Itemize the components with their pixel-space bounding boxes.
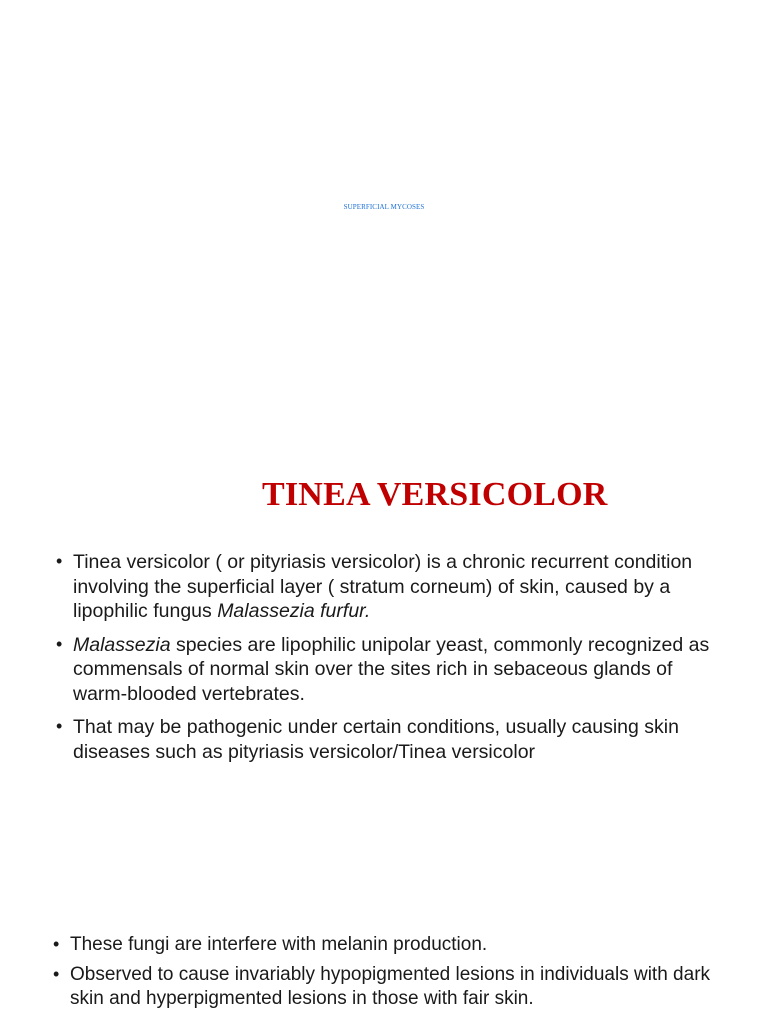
section-header: SUPERFICIAL MYCOSES <box>343 203 425 211</box>
bullet-dot: • <box>53 964 60 984</box>
bullet-text: Tinea versicolor ( or pityriasis versicolor) is a chronic recurrent condition involving the superficial layer ( stratum corneum) of skin, caused by a lipophilic fungus <box>73 551 693 622</box>
bullet-item <box>56 633 726 707</box>
bullet-text: These fungi are interfere with melanin production. <box>70 934 488 955</box>
bullet-italic-text: Malassezia <box>73 633 171 656</box>
bullet-text: species are lipophilic unipolar yeast, commonly recognized as commensals of normal skin over the sites rich in sebaceous glands of warm-blooded vertebrates. <box>73 633 710 705</box>
bullet-dot: • <box>53 934 60 954</box>
bullet-item <box>56 550 726 624</box>
bullet-dot: • <box>56 551 63 571</box>
bullet-dot: • <box>56 633 63 654</box>
bullet-list-top <box>56 550 726 773</box>
slide-title: TINEA VERSICOLOR <box>262 476 608 513</box>
bullet-item <box>53 933 733 957</box>
bullet-item <box>53 963 733 1011</box>
bullet-item <box>56 715 726 764</box>
bullet-italic-text: Malassezia furfur. <box>217 600 371 622</box>
bullet-dot: • <box>56 716 63 736</box>
bullet-text: Observed to cause invariably hypopigmented lesions in individuals with dark skin and hyperpigmented lesions in those with fair skin. <box>70 964 711 1009</box>
bullet-list-bottom <box>53 933 733 1017</box>
bullet-text: That may be pathogenic under certain conditions, usually causing skin diseases such as pityriasis versicolor/Tinea versicolor <box>73 716 679 763</box>
